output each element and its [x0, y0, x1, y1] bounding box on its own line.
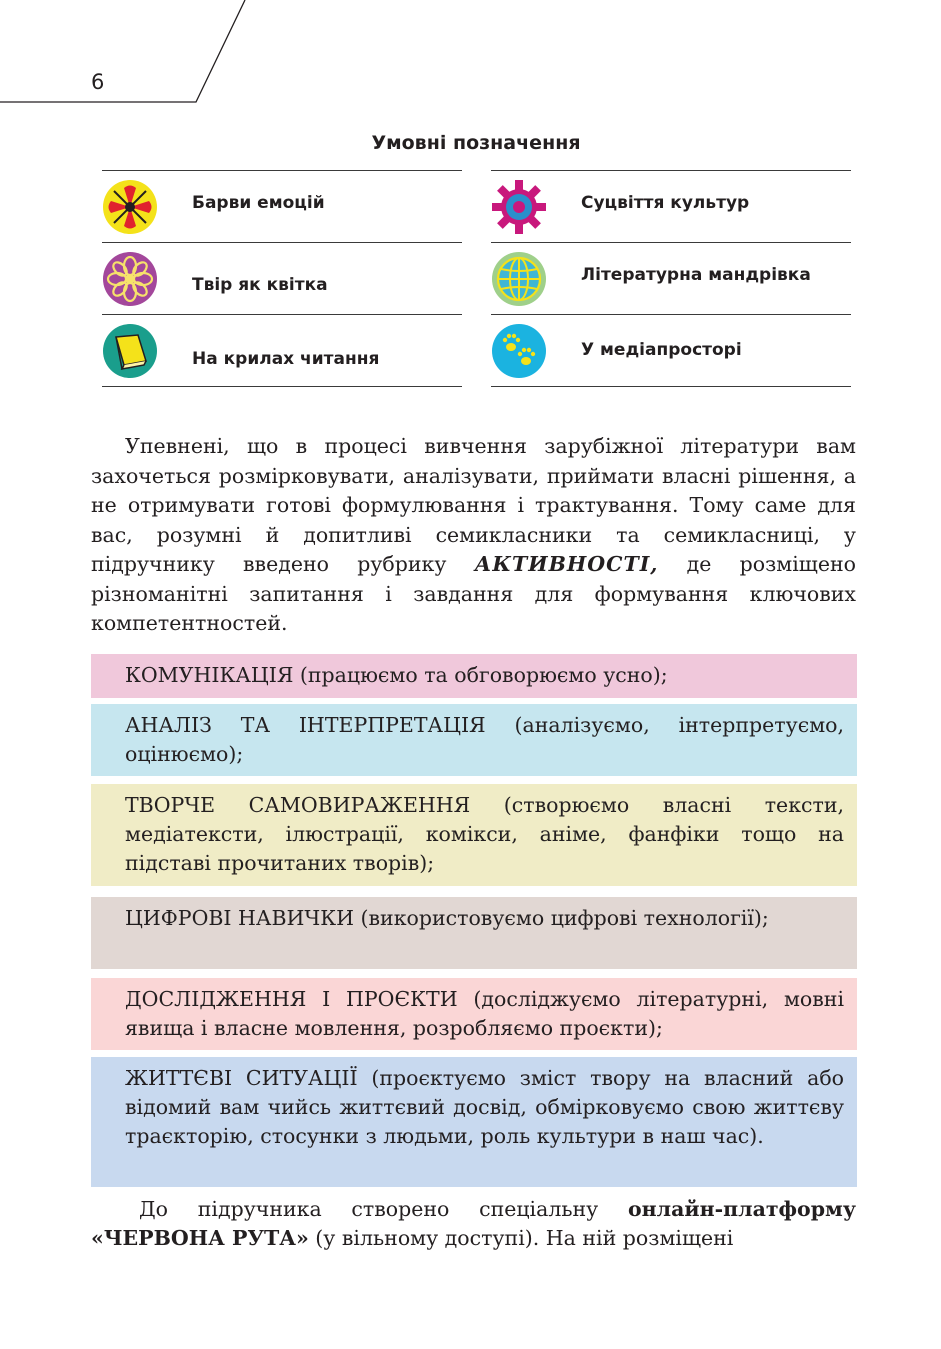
- intro-paragraph: [91, 432, 856, 639]
- activity-head: ДОСЛІДЖЕННЯ І ПРОЄКТИ: [125, 987, 458, 1011]
- culture-wheel-icon: [491, 179, 547, 235]
- legend-label-travel: Літературна мандрівка: [581, 265, 811, 285]
- flower-emotions-icon: [102, 179, 158, 235]
- platform-name: онлайн-платформу «ЧЕРВОНА РУТА»: [91, 1197, 856, 1250]
- globe-icon: [491, 251, 547, 307]
- activity-head: ТВОРЧЕ САМОВИРАЖЕННЯ: [125, 793, 471, 817]
- activity-communication: [91, 654, 857, 698]
- activity-head: КОМУНІКАЦІЯ: [125, 663, 294, 687]
- legend-item-travel: [491, 242, 851, 314]
- activity-head: АНАЛІЗ ТА ІНТЕРПРЕТАЦІЯ: [125, 713, 486, 737]
- activity-research: [91, 978, 857, 1050]
- legend-left-column: [102, 170, 462, 387]
- book-icon: [102, 323, 158, 379]
- page-number: 6: [91, 70, 105, 94]
- activity-text: (використовуємо цифрові технології);: [353, 906, 769, 930]
- legend-title: Умовні позначення: [371, 132, 581, 154]
- legend-item-emotions: [102, 170, 462, 242]
- flower-creation-icon: [102, 251, 158, 307]
- activity-text: (досліджуємо літературні, мовні явища і власне мовлення, розробляємо проєкти);: [125, 987, 844, 1040]
- legend-label-media: У медіапросторі: [581, 340, 742, 360]
- page-corner-decoration: [0, 0, 260, 110]
- activity-text: (проєктуємо зміст твору на власний або відомий вам чийсь життєвий досвід, обмірковуємо свою життєву траєкторію, стосунки з людьми, роль культури в наш час).: [125, 1066, 844, 1148]
- legend-item-media: [491, 314, 851, 387]
- legend-item-cultures: [491, 170, 851, 242]
- activity-head: ЦИФРОВІ НАВИЧКИ: [125, 906, 354, 930]
- legend-label-reading: На крилах читання: [192, 349, 380, 369]
- intro-text-end: де розміщено різноманітні запитання і завдання для формування ключових компетентностей.: [91, 552, 856, 635]
- activity-text: (створюємо власні тексти, медіатексти, ілюстрації, комікси, аніме, фанфіки тощо на підставі прочитаних творів);: [125, 793, 845, 875]
- outro-text-end: (у вільному доступі). На ній розміщені: [308, 1226, 734, 1250]
- legend-label-emotions: Барви емоцій: [192, 193, 325, 213]
- activity-analysis: [91, 704, 857, 776]
- activity-head: ЖИТТЄВІ СИТУАЦІЇ: [125, 1066, 358, 1090]
- activity-digital: [91, 897, 857, 969]
- legend-label-creation: Твір як квітка: [192, 275, 328, 295]
- legend-item-creation: [102, 242, 462, 314]
- outro-paragraph: [91, 1195, 856, 1253]
- legend-item-reading: [102, 314, 462, 387]
- activity-creative: [91, 784, 857, 886]
- activity-text: (аналізуємо, інтерпретуємо, оцінюємо);: [125, 713, 844, 766]
- paw-prints-icon: [491, 323, 547, 379]
- legend-label-cultures: Суцвіття культур: [581, 193, 750, 213]
- activity-life: [91, 1057, 857, 1187]
- activities-rubric: АКТИВНОСТІ,: [474, 552, 659, 576]
- legend-right-column: [491, 170, 851, 387]
- intro-text: Упевнені, що в процесі вивчення зарубіжної літератури вам захочеться розмірковувати, аналізувати, приймати власні рішення, а не отримувати готові формулювання і трактування. Тому саме для вас, розумні й допитливі семикласники та семикласниці, у підручнику введено рубрику: [91, 434, 856, 576]
- outro-text: До підручника створено спеціальну: [139, 1197, 628, 1221]
- activity-text: (працюємо та обговорюємо усно);: [293, 663, 668, 687]
